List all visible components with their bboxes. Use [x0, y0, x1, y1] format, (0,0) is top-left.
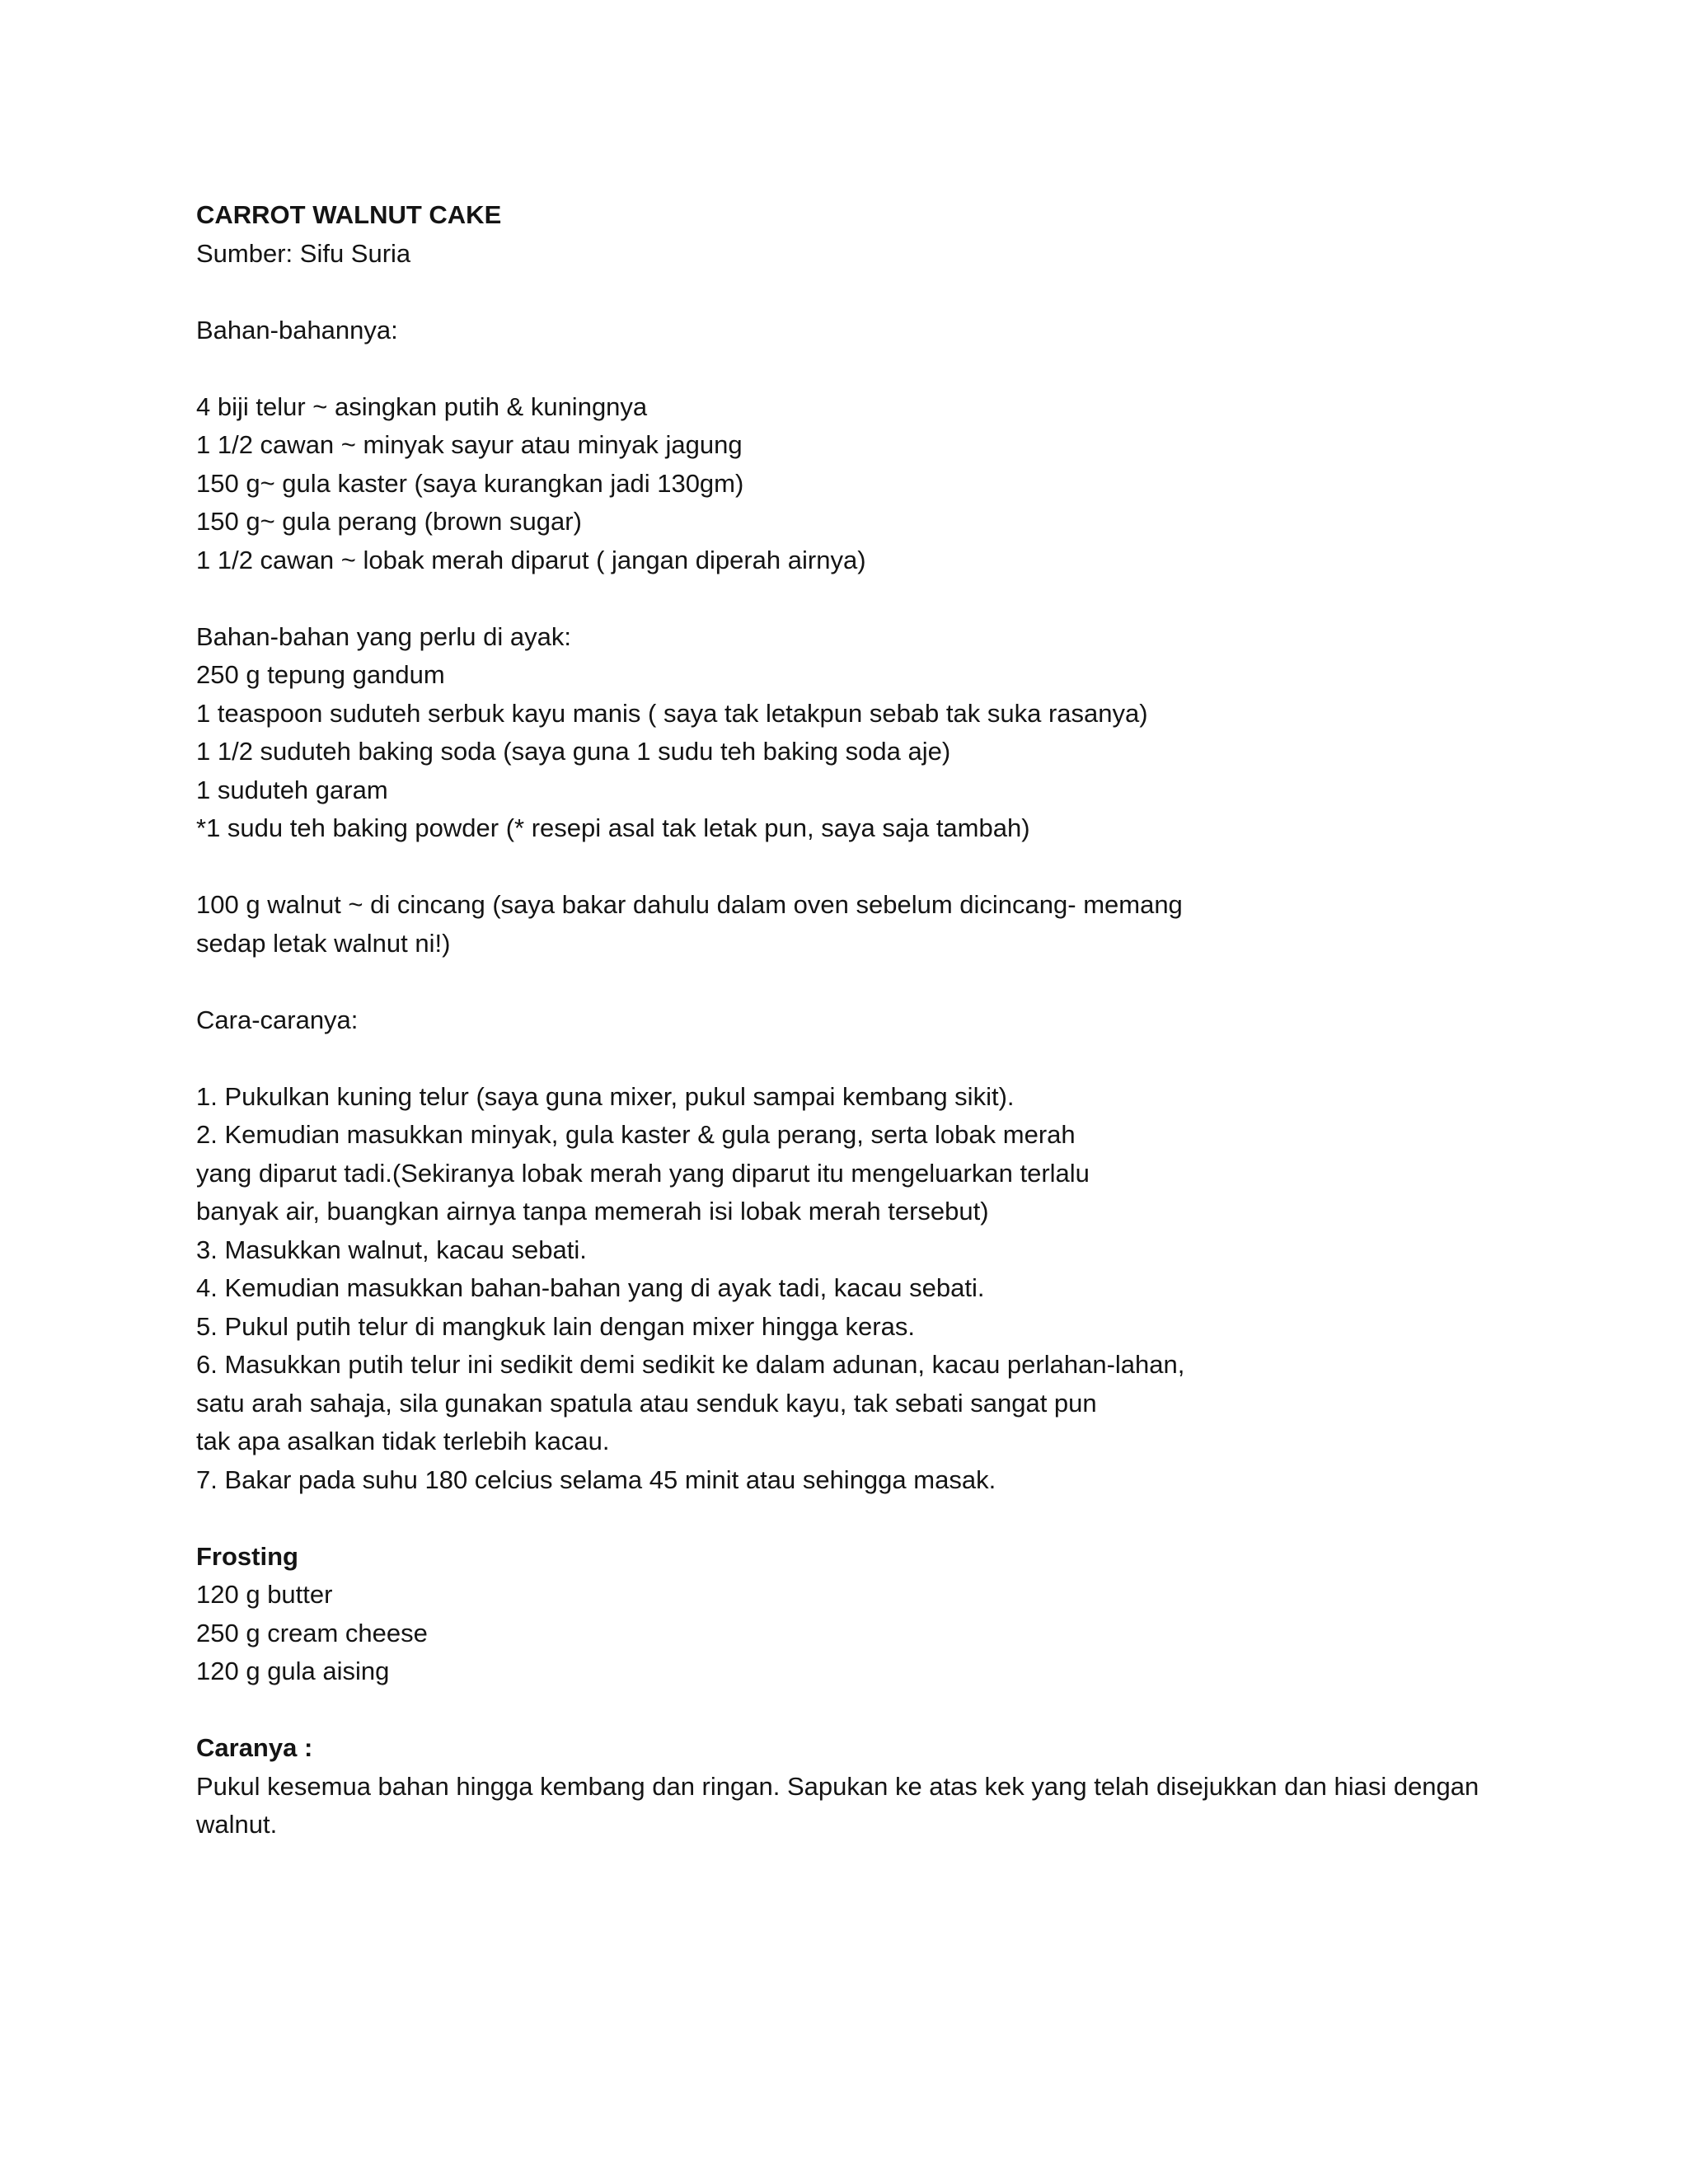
walnut-note: [196, 886, 1498, 963]
frosting-heading: Frosting: [196, 1541, 298, 1571]
ingredient-item: 150 g~ gula perang (brown sugar): [196, 507, 582, 536]
spacer: [196, 848, 1498, 887]
recipe-source: Sumber: Sifu Suria: [196, 238, 411, 268]
method-line: tak apa asalkan tidak terlebih kacau.: [196, 1427, 610, 1455]
frosting-list: [196, 1576, 1498, 1691]
sifted-item: 1 teaspoon suduteh serbuk kayu manis ( saya tak letakpun sebab tak suka rasanya): [196, 698, 1148, 728]
spacer: [196, 1691, 1498, 1730]
caranya-line: walnut.: [196, 1810, 278, 1839]
caranya-line: Pukul kesemua bahan hingga kembang dan ringan. Sapukan ke atas kek yang telah disejukkan dan hiasi dengan: [196, 1771, 1479, 1801]
spacer: [196, 1499, 1498, 1538]
sifted-item: 1 suduteh garam: [196, 775, 388, 804]
ingredient-item: 4 biji telur ~ asingkan putih & kuningnya: [196, 391, 648, 421]
spacer: [196, 349, 1498, 388]
method-line: 4. Kemudian masukkan bahan-bahan yang di ayak tadi, kacau sebati.: [196, 1273, 985, 1302]
method-line: 1. Pukulkan kuning telur (saya guna mixer, pukul sampai kembang sikit).: [196, 1081, 1015, 1111]
spacer: [196, 273, 1498, 312]
spacer: [196, 963, 1498, 1001]
ingredient-item: 1 1/2 cawan ~ minyak sayur atau minyak jagung: [196, 430, 743, 459]
method-list: [196, 1078, 1498, 1500]
method-line: 7. Bakar pada suhu 180 celcius selama 45 minit atau sehingga masak.: [196, 1465, 996, 1494]
sifted-item: 1 1/2 suduteh baking soda (saya guna 1 sudu teh baking soda aje): [196, 737, 951, 766]
sifted-item: *1 sudu teh baking powder (* resepi asal tak letak pun, saya saja tambah): [196, 813, 1030, 842]
recipe-title: CARROT WALNUT CAKE: [196, 200, 502, 229]
method-line: satu arah sahaja, sila gunakan spatula atau senduk kayu, tak sebati sangat pun: [196, 1388, 1097, 1418]
ingredient-item: 150 g~ gula kaster (saya kurangkan jadi 130gm): [196, 468, 744, 498]
frosting-item: 250 g cream cheese: [196, 1618, 428, 1647]
walnut-line: sedap letak walnut ni!): [196, 928, 451, 958]
spacer: [196, 1039, 1498, 1078]
frosting-item: 120 g butter: [196, 1580, 333, 1609]
method-line: banyak air, buangkan airnya tanpa memerah isi lobak merah tersebut): [196, 1197, 989, 1226]
method-heading: Cara-caranya:: [196, 1005, 359, 1034]
sifted-heading: Bahan-bahan yang perlu di ayak:: [196, 621, 571, 651]
method-line: 6. Masukkan putih telur ini sedikit demi sedikit ke dalam adunan, kacau perlahan-lahan,: [196, 1350, 1185, 1379]
sifted-item: 250 g tepung gandum: [196, 660, 445, 689]
ingredient-item: 1 1/2 cawan ~ lobak merah diparut ( jangan diperah airnya): [196, 545, 866, 574]
walnut-line: 100 g walnut ~ di cincang (saya bakar dahulu dalam oven sebelum dicincang- memang: [196, 890, 1183, 919]
method-line: yang diparut tadi.(Sekiranya lobak merah yang diparut itu mengeluarkan terlalu: [196, 1158, 1090, 1188]
caranya-heading: Caranya :: [196, 1733, 313, 1762]
ingredients-heading: Bahan-bahannya:: [196, 315, 398, 344]
method-line: 2. Kemudian masukkan minyak, gula kaster & gula perang, serta lobak merah: [196, 1120, 1076, 1149]
frosting-item: 120 g gula aising: [196, 1657, 390, 1685]
ingredients-list: [196, 388, 1498, 580]
method-line: 3. Masukkan walnut, kacau sebati.: [196, 1235, 587, 1264]
recipe-content: [196, 196, 1498, 1844]
method-line: 5. Pukul putih telur di mangkuk lain dengan mixer hingga keras.: [196, 1311, 915, 1341]
spacer: [196, 579, 1498, 618]
sifted-list: [196, 656, 1498, 848]
caranya-text: [196, 1768, 1498, 1844]
